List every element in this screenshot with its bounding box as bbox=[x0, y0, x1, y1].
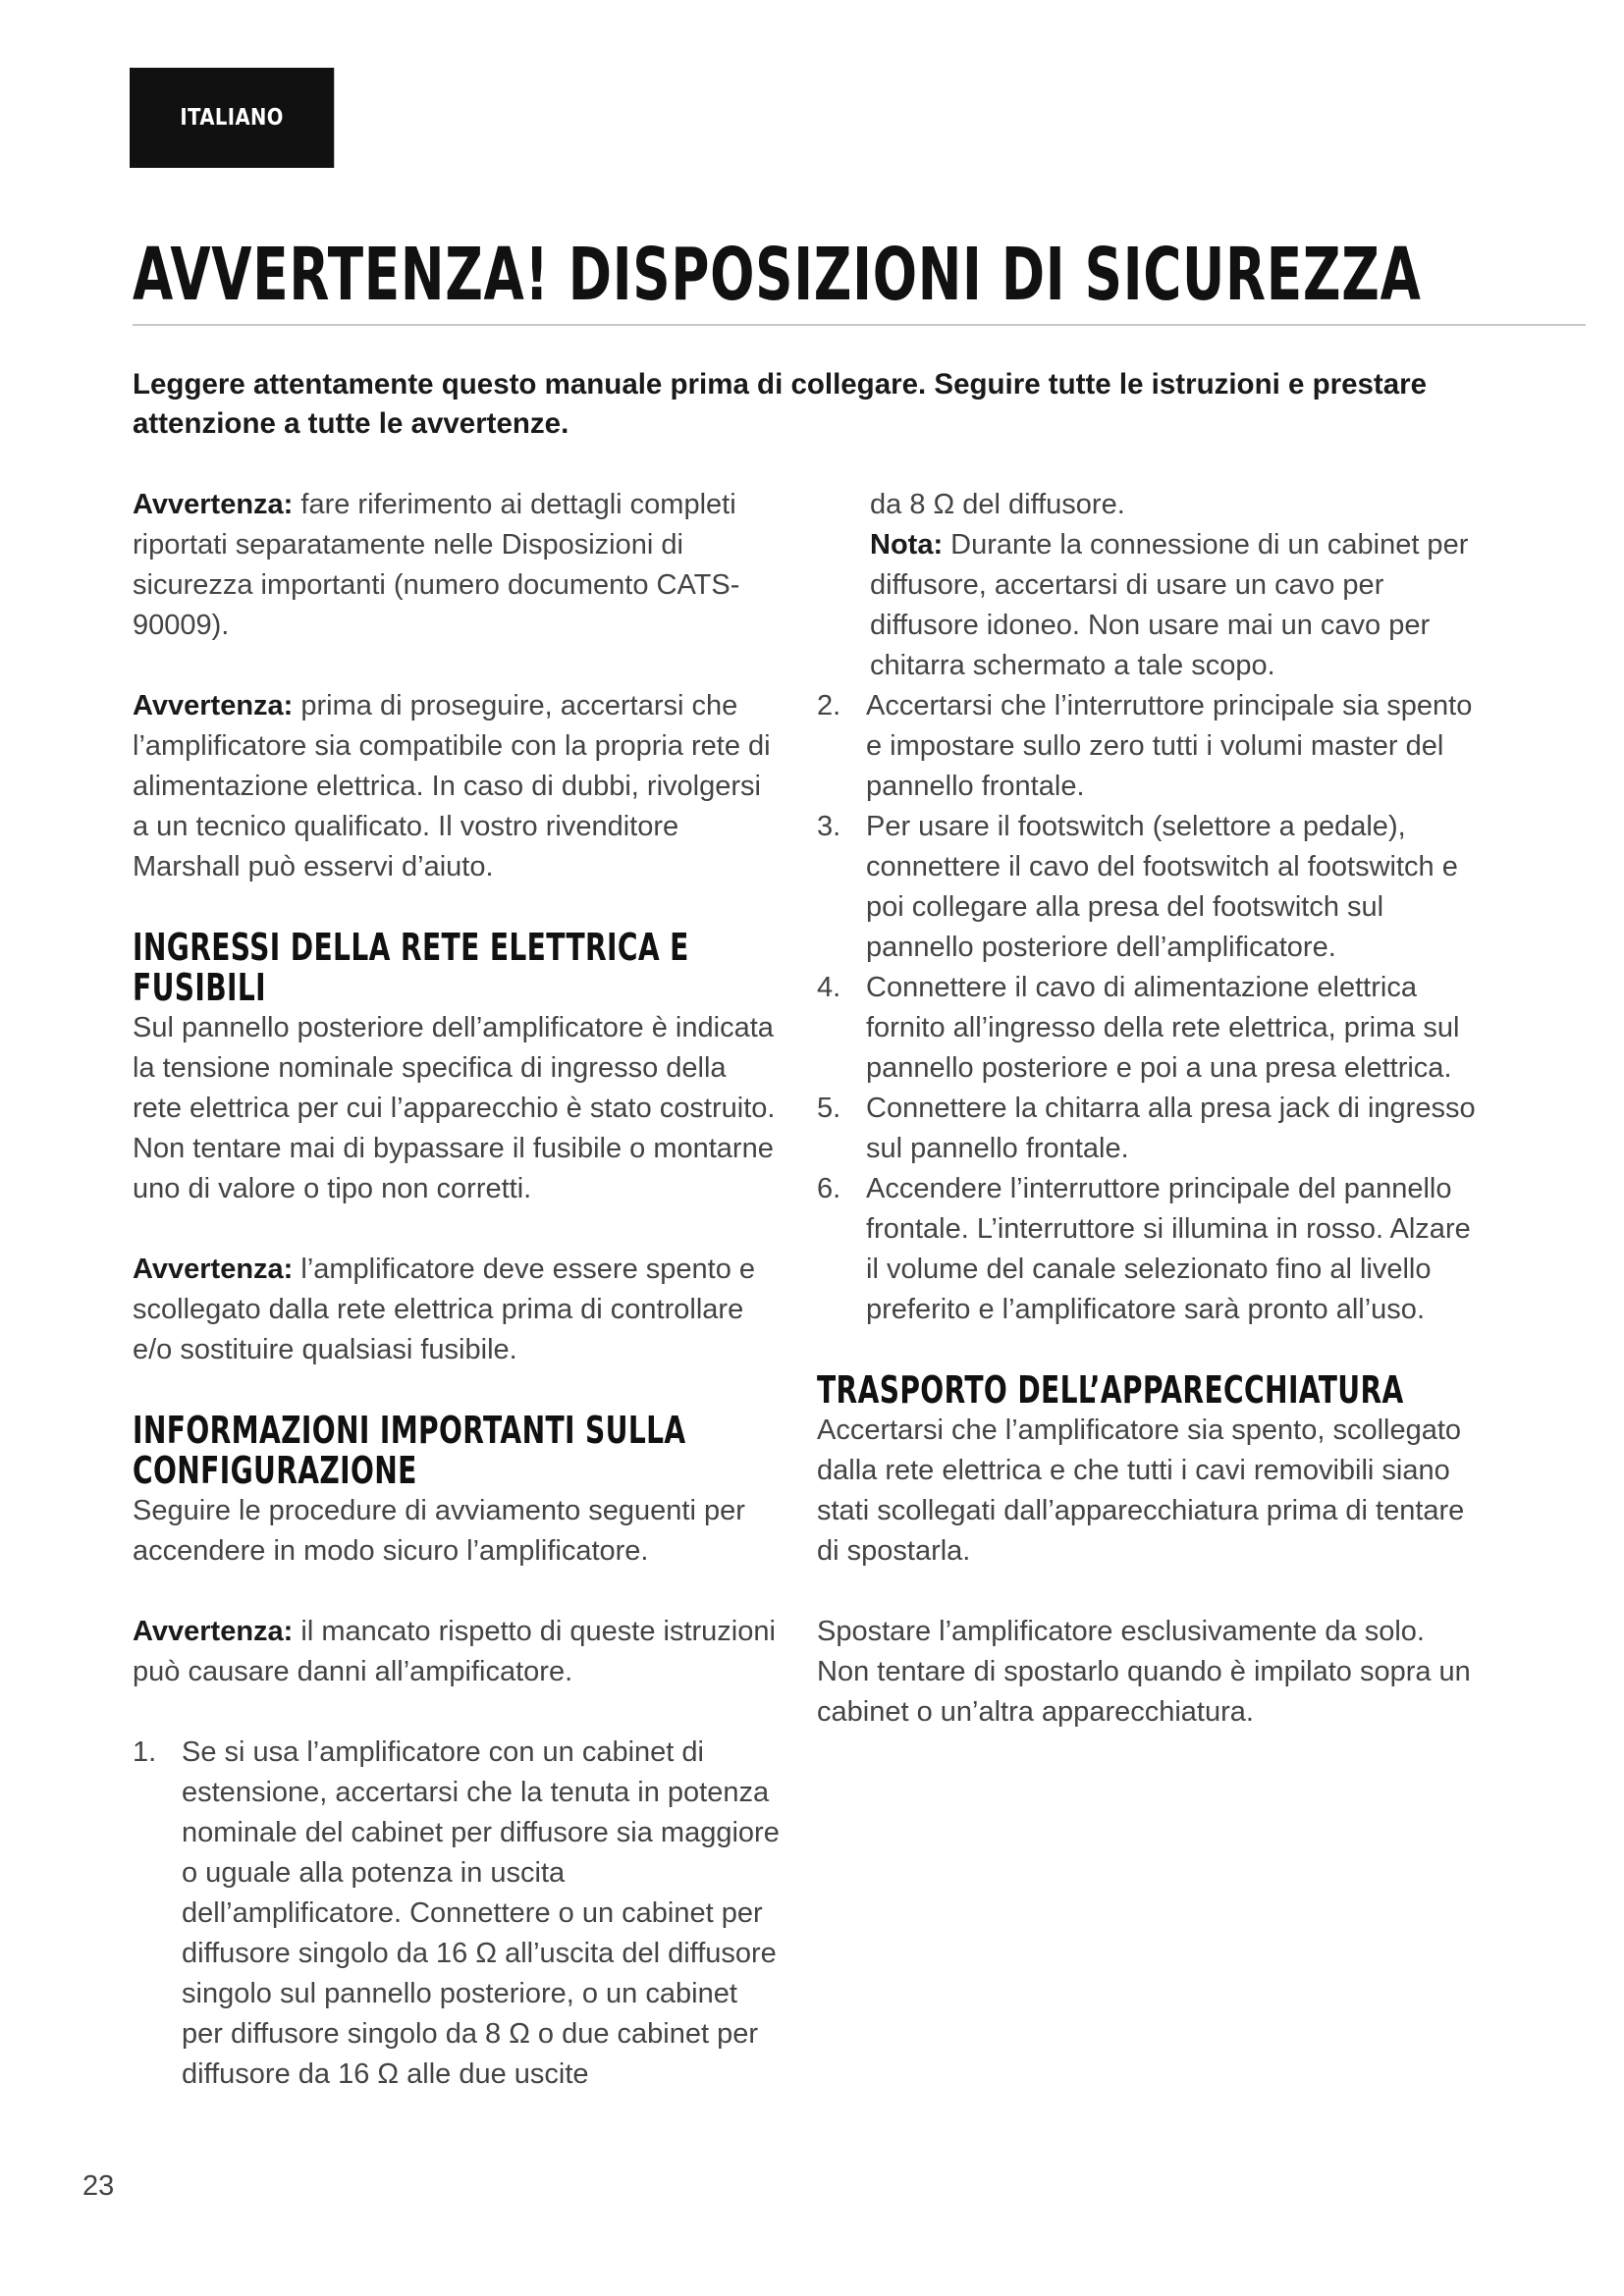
list-number: 5. bbox=[817, 1093, 841, 1124]
section-heading-transport: TRASPORTO DELL’APPARECCHIATURA bbox=[817, 1368, 1404, 1412]
warning-label: Avvertenza: bbox=[133, 489, 294, 520]
list-item-step-5 bbox=[817, 1089, 1485, 1169]
warning-text: l’amplificatore deve essere spento e scollegato dalla rete elettrica prima di controllare e/o sostituire qualsiasi fusibile. bbox=[133, 1254, 756, 1365]
section-text-transport-1: Accertarsi che l’amplificatore sia spento, scollegato dalla rete elettrica e che tutti i cavi removibili siano stati scollegati dall’apparecchiatura prima di tentare di spostarla. bbox=[817, 1415, 1465, 1567]
warning-label: Avvertenza: bbox=[133, 690, 294, 721]
warning-paragraph-3 bbox=[133, 1250, 781, 1370]
list-text: Se si usa l’amplificatore con un cabinet di estensione, accertarsi che la tenuta in potenza nominale del cabinet per diffusore sia maggiore o uguale alla potenza in uscita dell’amplificatore. Connettere o un cabinet per diffusore singolo da 16 Ω all’uscita del diffusore singolo sul pannello posteriore, o un cabinet per diffusore singolo da 8 Ω o due cabinet per diffusore da 16 Ω alle due uscite bbox=[182, 1736, 780, 2090]
list-item-step-3 bbox=[817, 807, 1485, 968]
note-label: Nota: bbox=[870, 529, 944, 561]
list-text: Connettere il cavo di alimentazione elettrica fornito all’ingresso della rete elettrica, prima sul pannello posteriore e poi a una presa elettrica. bbox=[866, 972, 1460, 1084]
title-divider bbox=[133, 324, 1586, 326]
step-1-continuation: da 8 Ω del diffusore. bbox=[870, 489, 1125, 520]
list-number: 2. bbox=[817, 690, 841, 721]
note-text: Durante la connessione di un cabinet per diffusore, accertarsi di usare un cavo per diffusore idoneo. Non usare mai un cavo per chitarra schermato a tale scopo. bbox=[870, 529, 1469, 681]
section-text-transport-2: Spostare l’amplificatore esclusivamente da solo. Non tentare di spostarlo quando è impilato sopra un cabinet o un’altra apparecchiatura. bbox=[817, 1616, 1471, 1728]
page-title: AVVERTENZA! DISPOSIZIONI DI SICUREZZA bbox=[133, 233, 1422, 317]
left-column bbox=[133, 485, 781, 2095]
warning-paragraph-2 bbox=[133, 686, 781, 887]
warning-text: prima di proseguire, accertarsi che l’amplificatore sia compatibile con la propria rete di alimentazione elettrica. In caso di dubbi, rivolgersi a un tecnico qualificato. Il vostro rivenditore Marshall può esservi d’aiuto. bbox=[133, 690, 771, 882]
language-tab-label: ITALIANO bbox=[180, 105, 284, 131]
warning-paragraph-1 bbox=[133, 485, 781, 646]
list-text: Connettere la chitarra alla presa jack di ingresso sul pannello frontale. bbox=[866, 1093, 1476, 1164]
warning-label: Avvertenza: bbox=[133, 1254, 294, 1285]
list-item-step-4 bbox=[817, 968, 1485, 1089]
list-text: Accertarsi che l’interruttore principale sia spento e impostare sullo zero tutti i volumi master del pannello frontale. bbox=[866, 690, 1473, 802]
list-item-step-2 bbox=[817, 686, 1485, 807]
section-heading-mains: INGRESSI DELLA RETE ELETTRICA E FUSIBILI bbox=[133, 926, 689, 1009]
section-heading-setup: INFORMAZIONI IMPORTANTI SULLA CONFIGURAZIONE bbox=[133, 1409, 686, 1492]
warning-label: Avvertenza: bbox=[133, 1616, 294, 1647]
list-item-step-1 bbox=[133, 1733, 781, 2095]
intro-paragraph: Leggere attentamente questo manuale prima di collegare. Seguire tutte le istruzioni e prestare attenzione a tutte le avvertenze. bbox=[133, 368, 1428, 440]
warning-text: il mancato rispetto di queste istruzioni può causare danni all’ampificatore. bbox=[133, 1616, 776, 1687]
warning-text: fare riferimento ai dettagli completi riportati separatamente nelle Disposizioni di sicurezza importanti (numero documento CATS-90009). bbox=[133, 489, 740, 641]
list-text: Per usare il footswitch (selettore a pedale), connettere il cavo del footswitch al footswitch e poi collegare alla presa del footswitch sul pannello posteriore dell’amplificatore. bbox=[866, 811, 1458, 963]
list-number: 6. bbox=[817, 1173, 841, 1204]
page-number: 23 bbox=[82, 2170, 115, 2202]
list-item-step-6 bbox=[817, 1169, 1485, 1330]
language-tab bbox=[130, 68, 334, 168]
note-paragraph bbox=[817, 525, 1485, 686]
warning-paragraph-4 bbox=[133, 1612, 781, 1692]
section-text-mains: Sul pannello posteriore dell’amplificatore è indicata la tensione nominale specifica di ingresso della rete elettrica per cui l’apparecchio è stato costruito. Non tentare mai di bypassare il fusibile o montarne uno di valore o tipo non corretti. bbox=[133, 1012, 776, 1204]
section-text-setup: Seguire le procedure di avviamento seguenti per accendere in modo sicuro l’amplificatore. bbox=[133, 1495, 745, 1567]
list-number: 3. bbox=[817, 811, 841, 842]
list-number: 1. bbox=[133, 1736, 157, 1768]
list-text: Accendere l’interruttore principale del pannello frontale. L’interruttore si illumina in rosso. Alzare il volume del canale selezionato fino al livello preferito e l’amplificatore sarà pronto all’uso. bbox=[866, 1173, 1471, 1325]
list-number: 4. bbox=[817, 972, 841, 1003]
right-column bbox=[817, 485, 1485, 1733]
